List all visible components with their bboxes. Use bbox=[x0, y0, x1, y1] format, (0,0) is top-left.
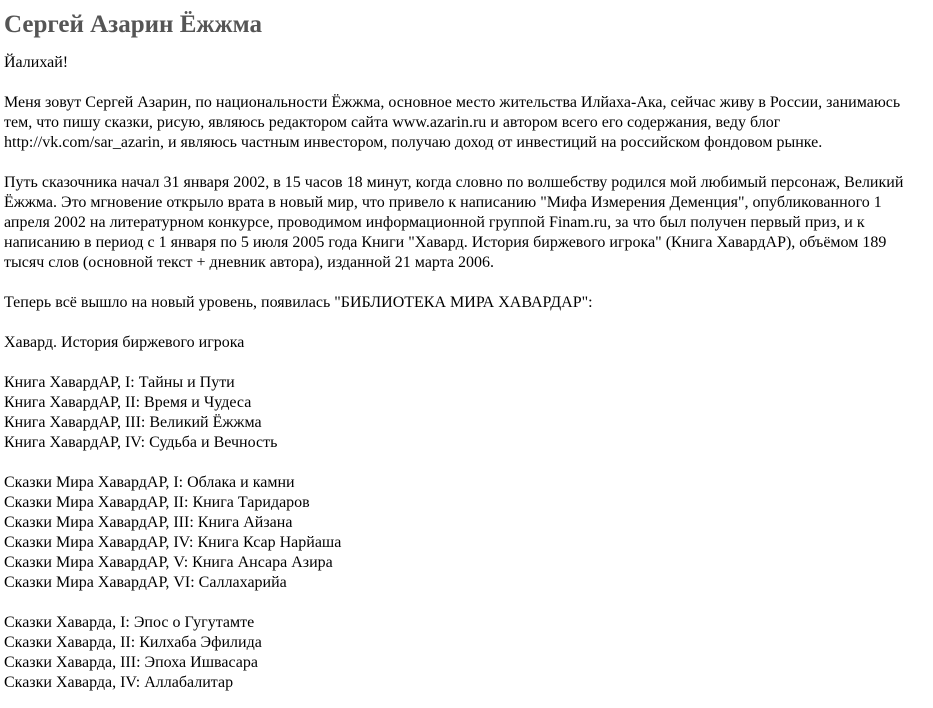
list-item: Книга ХавардАР, IV: Судьба и Вечность bbox=[4, 434, 278, 451]
intro-paragraph: Меня зовут Сергей Азарин, по национальности Ёжжма, основное место жительства Илйаха-Ака, сейчас живу в России, занимаюсь тем, что пишу сказки, рисую, являюсь редактором сайта www.azarin.ru и автором всего его содержания, веду блог http://vk.com/sar_azarin, и являюсь частным инвестором, получаю доход от инвестиций на российском фондовом рынке. bbox=[4, 94, 901, 151]
books-group bbox=[4, 373, 929, 453]
list-item: Сказки Хаварда, IV: Аллабалитар bbox=[4, 674, 234, 691]
list-item: Сказки Мира ХавардАР, I: Облака и камни bbox=[4, 474, 295, 491]
standalone-book-group bbox=[4, 333, 929, 353]
world-tales-group bbox=[4, 473, 929, 593]
list-item: Сказки Мира ХавардАР, VI: Саллахарийа bbox=[4, 574, 287, 591]
library-announcement: Теперь всё вышло на новый уровень, появилась "БИБЛИОТЕКА МИРА ХАВАРДАР": bbox=[4, 294, 593, 311]
greeting-text: Йалихай! bbox=[4, 54, 69, 71]
list-item: Хавард. История биржевого игрока bbox=[4, 334, 245, 351]
history-paragraph: Путь сказочника начал 31 января 2002, в 15 часов 18 минут, когда словно по волшебству родился мой любимый персонаж, Великий Ёжжма. Это мгновение открыло врата в новый мир, что привело к написанию "Мифа Измерения Деменция", опубликованного 1 апреля 2002 на литературном конкурсе, проводимом информационной группой Finam.ru, за что был получен первый приз, и к написанию в период с 1 января по 5 июля 2005 года Книги "Хавард. История биржевого игрока" (Книга ХавардАР), объёмом 189 тысяч слов (основной текст + дневник автора), изданной 21 марта 2006. bbox=[4, 174, 904, 271]
list-item: Сказки Хаварда, II: Килхаба Эфилида bbox=[4, 634, 262, 651]
list-item: Книга ХавардАР, II: Время и Чудеса bbox=[4, 394, 252, 411]
havard-tales-group bbox=[4, 613, 929, 693]
list-item: Сказки Хаварда, III: Эпоха Ишвасара bbox=[4, 654, 258, 671]
list-item: Книга ХавардАР, III: Великий Ёжжма bbox=[4, 414, 262, 431]
list-item: Сказки Мира ХавардАР, III: Книга Айзана bbox=[4, 514, 293, 531]
page-title: Сергей Азарин Ёжжма bbox=[4, 11, 262, 38]
list-item: Сказки Мира ХавардАР, II: Книга Таридаров bbox=[4, 494, 310, 511]
list-item: Сказки Мира ХавардАР, IV: Книга Ксар Нарйаша bbox=[4, 534, 342, 551]
list-item: Сказки Мира ХавардАР, V: Книга Ансара Азира bbox=[4, 554, 333, 571]
list-item: Книга ХавардАР, I: Тайны и Пути bbox=[4, 374, 235, 391]
page-content bbox=[0, 10, 933, 693]
list-item: Сказки Хаварда, I: Эпос о Гугутамте bbox=[4, 614, 255, 631]
